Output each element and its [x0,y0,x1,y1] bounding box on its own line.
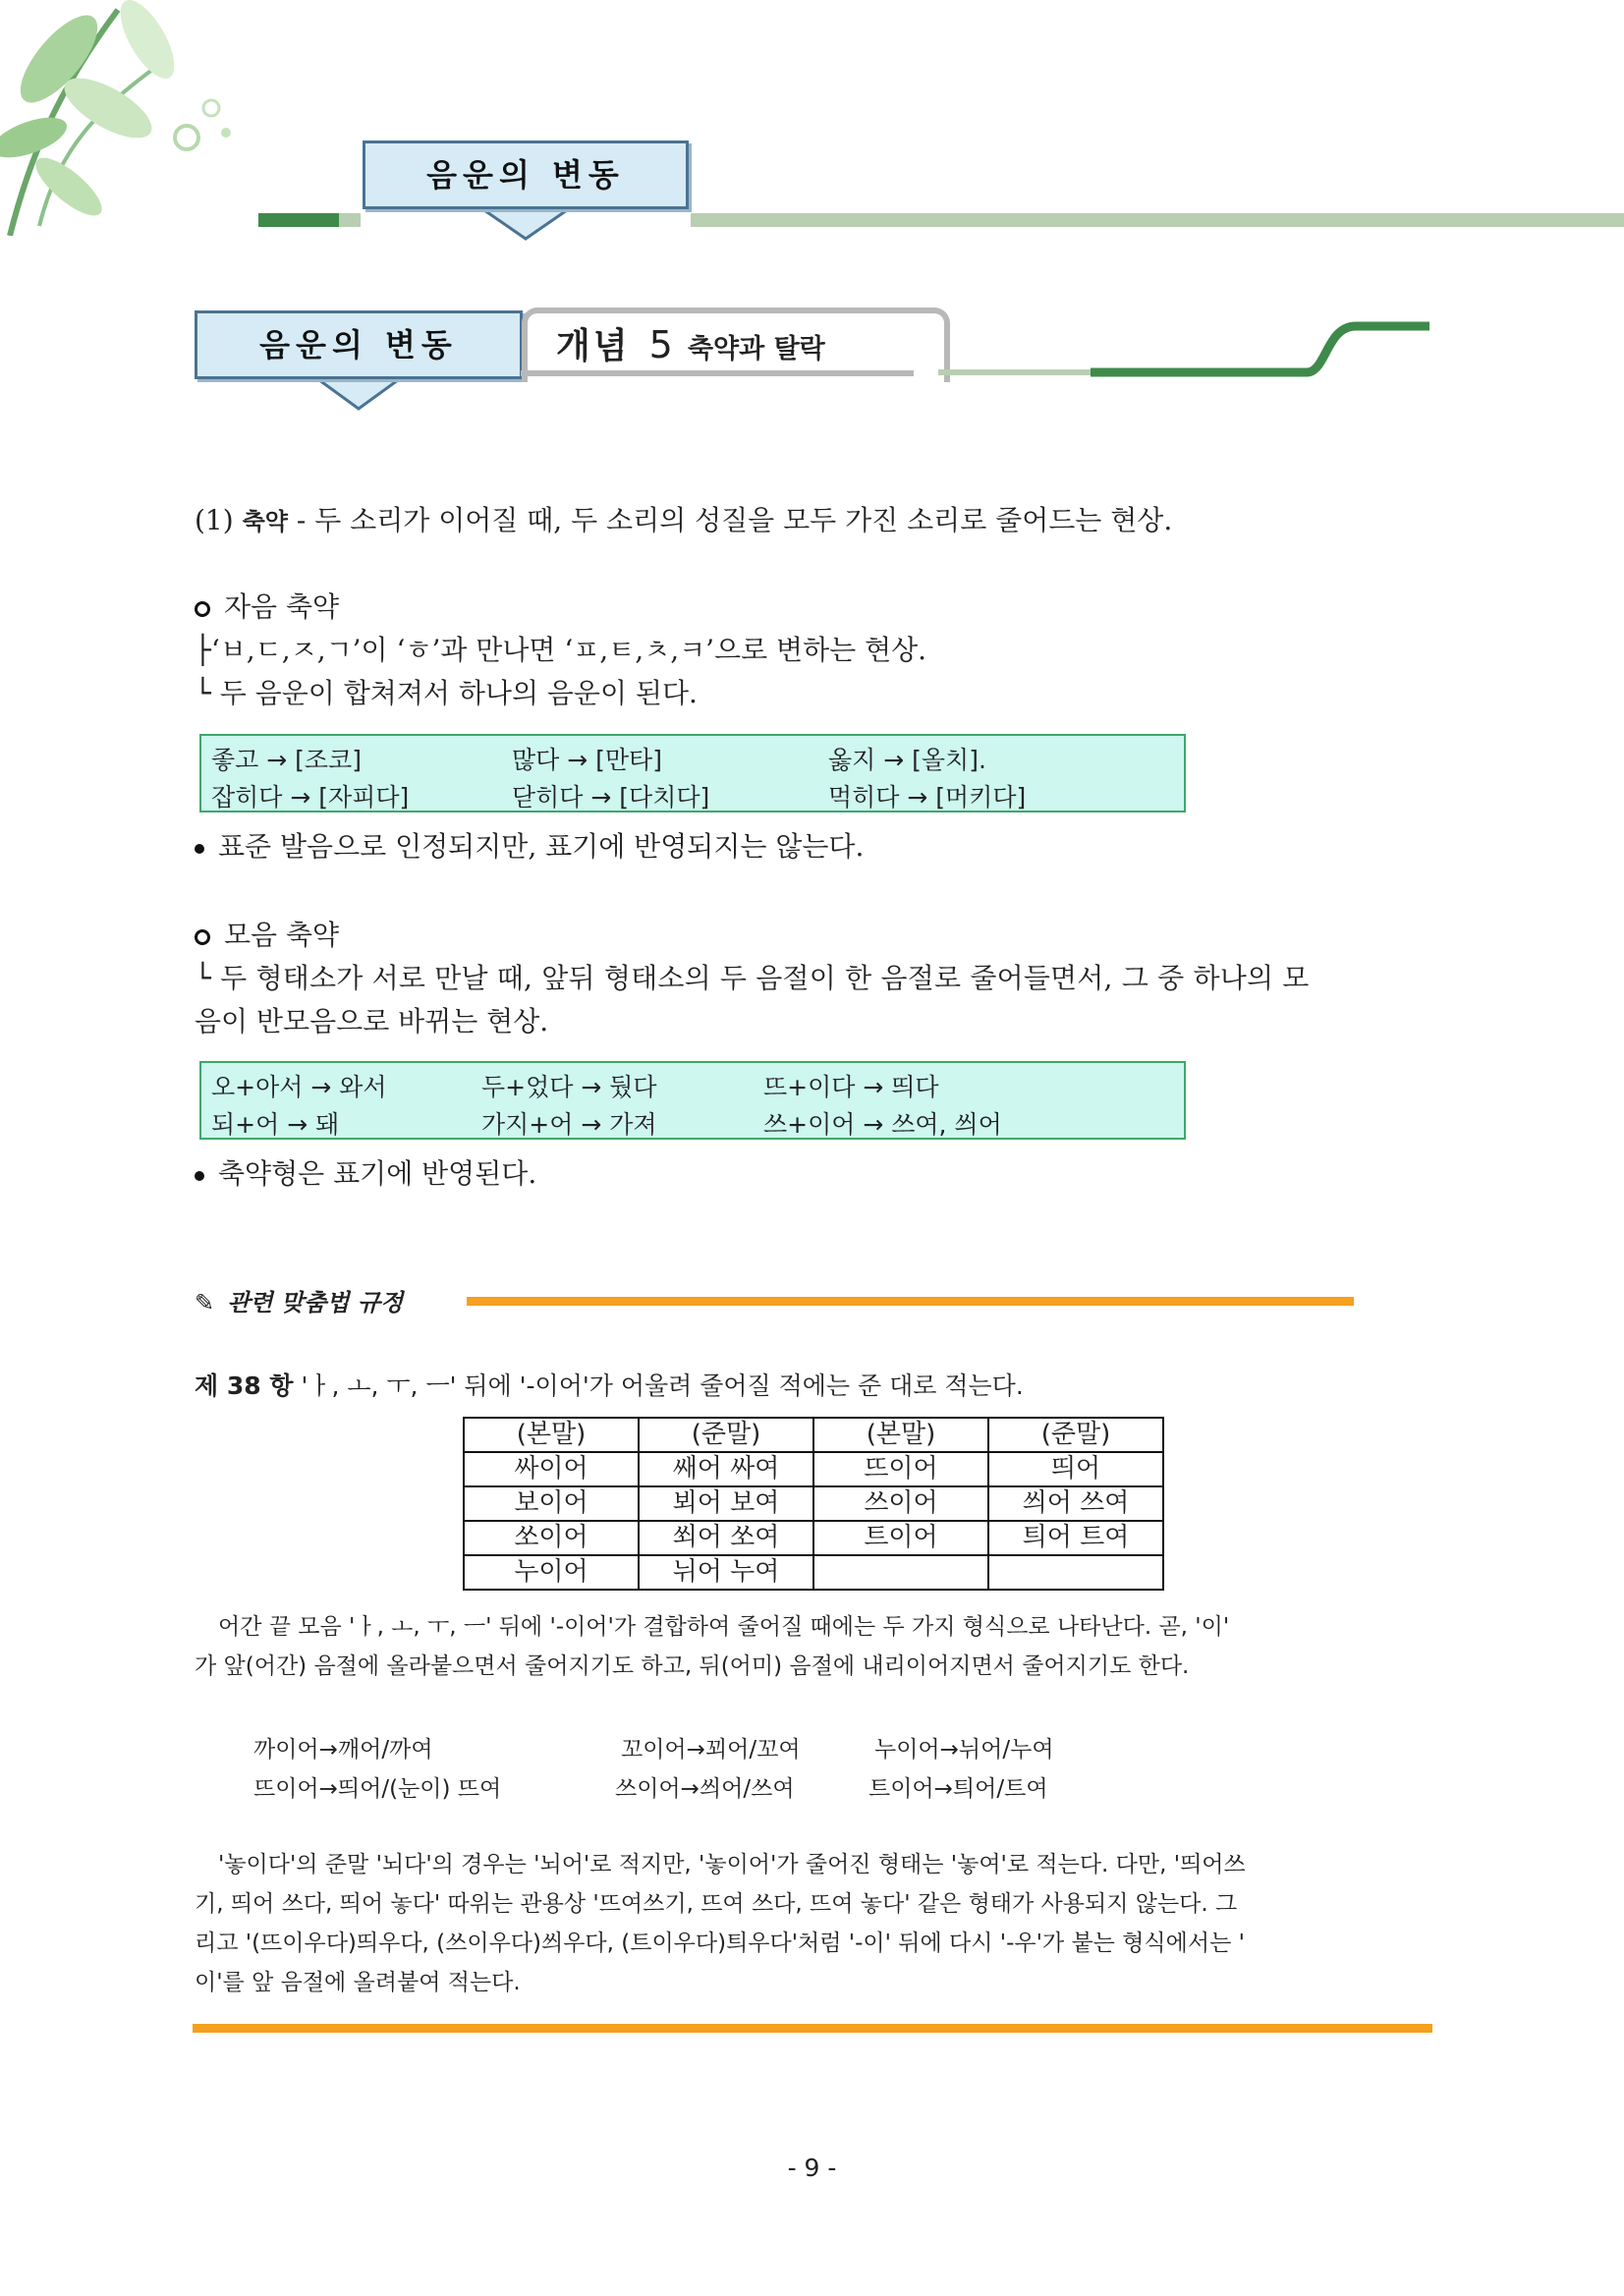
spelling-table [463,1417,1164,1591]
table-header-cell: (준말) [988,1418,1163,1452]
concept-rule-gray [938,369,1095,375]
table-header-cell: (본말) [813,1418,988,1452]
circle-bullet-icon [195,929,210,945]
concept-prefix: 개념 [556,326,631,366]
table-cell: 뜨이어 [813,1452,988,1486]
example-cell: 까이어→깨어/까여 [253,1737,433,1763]
example-cell: 쓰+이어 → 쓰여, 씌어 [763,1110,1002,1139]
concept-tab-line [521,370,914,376]
example-cell: 쓰이어→씌어/쓰여 [615,1776,795,1802]
concept-number: 5 [648,323,673,366]
example-cell: 꼬이어→꾀어/꼬여 [621,1737,801,1763]
table-row [464,1452,1163,1486]
table-cell [988,1555,1163,1590]
example-cell: 닫히다 → [다치다] [512,783,710,812]
explanation-paragraph-2 [195,1845,1246,2002]
table-header-cell: (준말) [639,1418,813,1452]
table-cell: 쌔어 싸여 [639,1452,813,1486]
consonant-line-2: └ 두 음운이 합쳐져서 하나의 음운이 된다. [195,677,698,709]
vowel-line-1: └ 두 형태소가 서로 만날 때, 앞뒤 형태소의 두 음절이 한 음절로 줄어들면서, 그 중 하나의 모 [195,962,1310,994]
table-cell: 틔어 트여 [988,1521,1163,1555]
consonant-note [195,830,865,863]
example-cell: 오+아서 → 와서 [211,1073,387,1101]
header-bar-light [691,213,1624,227]
page-number: - 9 - [787,2154,837,2182]
vowel-note-text: 축약형은 표기에 반영된다. [218,1157,537,1190]
paragraph-line: 기, 띄어 쓰다, 띄어 놓다' 따위는 관용상 '뜨여쓰기, 뜨여 쓰다, 뜨여 놓다' 같은 형태가 사용되지 않는다. 그 [195,1891,1238,1917]
explanation-paragraph-1 [195,1607,1229,1686]
paragraph-line: 이'를 앞 음절에 올려붙여 적는다. [195,1970,521,1995]
example-cell: 되+어 → 돼 [211,1110,340,1139]
consonant-note-text: 표준 발음으로 인정되지만, 표기에 반영되지는 않는다. [218,830,865,863]
example-cell: 트이어→틔어/트여 [868,1776,1048,1802]
table-cell: 보이어 [464,1486,639,1521]
table-cell: 뵈어 보여 [639,1486,813,1521]
example-cell: 가지+어 → 가져 [481,1110,657,1139]
consonant-heading-text: 자음 축약 [224,590,340,623]
circle-bullet-icon [195,601,210,617]
table-cell [813,1555,988,1590]
example-cell: 누이어→뉘어/누여 [874,1737,1054,1763]
article-line [195,1367,1024,1402]
table-cell: 쓰이어 [813,1486,988,1521]
example-cell: 뜨+이다 → 띄다 [763,1073,939,1101]
paragraph-line: 리고 '(뜨이우다)띄우다, (쓰이우다)씌우다, (트이우다)틔우다'처럼 '-이' 뒤에 다시 '-우'가 붙는 형식에서는 ' [195,1931,1245,1956]
example-cell: 잡히다 → [자피다] [211,783,410,812]
table-cell: 누이어 [464,1555,639,1590]
related-heading-text: 관련 맞춤법 규정 [227,1289,404,1316]
orange-divider-bottom [193,2024,1432,2033]
vowel-heading-text: 모음 축약 [224,919,340,951]
contraction-definition [195,504,1173,536]
concept-title: 축약과 탈락 [687,334,825,364]
example-cell: 좋고 → [조코] [211,746,362,774]
article-text: 'ㅏ, ㅗ, ㅜ, ㅡ' 뒤에 '-이어'가 어울려 줄어질 적에는 준 대로 적는다. [293,1372,1024,1400]
header-bar-dark [258,213,339,227]
consonant-example-box [199,734,1186,812]
table-row [464,1486,1163,1521]
example-cell: 뜨이어→띄어/(눈이) 뜨여 [253,1776,502,1802]
table-header-cell: (본말) [464,1418,639,1452]
vowel-heading [195,919,340,951]
example-cell: 먹히다 → [머키다] [828,783,1027,812]
consonant-heading [195,590,340,623]
orange-divider [467,1297,1354,1306]
table-cell: 트이어 [813,1521,988,1555]
consonant-line-1: ├‘ㅂ,ㄷ,ㅈ,ㄱ’이 ‘ㅎ’과 만나면 ‘ㅍ,ㅌ,ㅊ,ㅋ’으로 변하는 현상. [195,634,927,666]
table-cell: 싸이어 [464,1452,639,1486]
pencil-icon: ✎ [195,1289,215,1316]
table-cell: 쐬어 쏘여 [639,1521,813,1555]
swoosh-line-icon [1091,314,1429,383]
paragraph-line: 어간 끝 모음 'ㅏ, ㅗ, ㅜ, ㅡ' 뒤에 '-이어'가 결합하여 줄어질 때에는 두 가지 형식으로 나타난다. 곧, '이' [218,1614,1230,1640]
table-cell: 쏘이어 [464,1521,639,1555]
table-header-row [464,1418,1163,1452]
table-row [464,1555,1163,1590]
header-bar-light-left [339,213,361,227]
example-cell: 많다 → [만타] [512,746,662,774]
table-cell: 띄어 [988,1452,1163,1486]
bullet-icon [195,1171,204,1181]
floral-decoration-icon [0,0,246,236]
vowel-line-2: 음이 반모음으로 바뀌는 현상. [195,1005,549,1037]
paragraph-line: 가 앞(어간) 음절에 올라붙으면서 줄어지기도 하고, 뒤(어미) 음절에 내리이어지면서 줄어지기도 한다. [195,1653,1190,1679]
related-heading [195,1283,403,1317]
table-row [464,1521,1163,1555]
vowel-note [195,1157,537,1190]
definition-prefix: (1) [195,504,243,536]
banner-title: 음운의 변동 [363,140,689,209]
concept-heading [556,318,825,368]
bullet-icon [195,844,204,854]
article-label: 제 38 항 [195,1372,294,1400]
definition-term: 축약 [242,508,288,535]
section-label: 음운의 변동 [195,310,523,379]
definition-text: - 두 소리가 이어질 때, 두 소리의 성질을 모두 가진 소리로 줄어드는 현상. [287,504,1173,536]
paragraph-line: '놓이다'의 준말 '뇌다'의 경우는 '뇌어'로 적지만, '놓이어'가 줄어진 형태는 '놓여'로 적는다. 다만, '띄어쓰 [218,1852,1246,1877]
table-cell: 뉘어 누여 [639,1555,813,1590]
example-cell: 두+었다 → 뒀다 [481,1073,657,1101]
table-cell: 씌어 쓰여 [988,1486,1163,1521]
example-cell: 옳지 → [올치]. [828,746,986,774]
vowel-example-box [199,1061,1186,1140]
